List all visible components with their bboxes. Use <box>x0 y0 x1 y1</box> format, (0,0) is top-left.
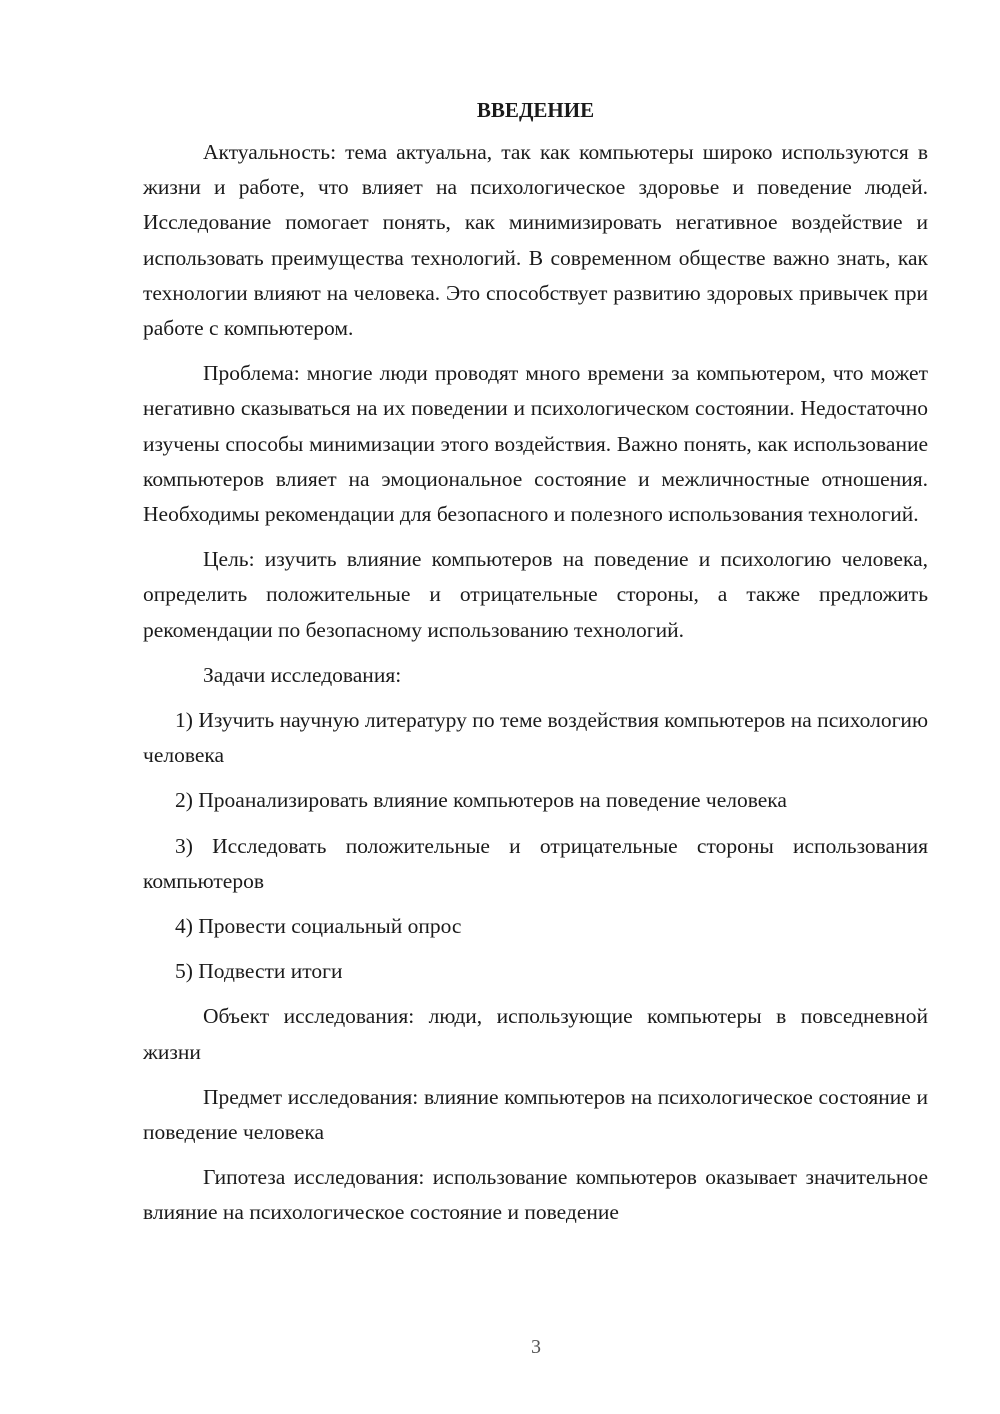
paragraph-hypothesis: Гипотеза исследования: использование компьютеров оказывает значительное влияние на психологическое состояние и поведение <box>143 1165 928 1225</box>
task-item-5: 5) Подвести итоги <box>175 959 343 984</box>
paragraph-problem: Проблема: многие люди проводят много времени за компьютером, что может негативно сказываться на их поведении и психологическом состоянии. Недостаточно изучены способы минимизации этого воздействия. Важно понять, как использование компьютеров влияет на эмоциональное состояние и межличностные отношения. Необходимы рекомендации для безопасного и полезного использования технологий. <box>143 361 928 527</box>
paragraph-object: Объект исследования: люди, использующие компьютеры в повседневной жизни <box>143 1004 928 1064</box>
paragraph-subject: Предмет исследования: влияние компьютеров на психологическое состояние и поведение человека <box>143 1084 928 1145</box>
tasks-heading: Задачи исследования: <box>203 662 402 687</box>
page-content <box>143 94 928 1241</box>
paragraph-relevance: Актуальность: тема актуальна, так как компьютеры широко используются в жизни и работе, что влияет на психологическое здоровье и поведение людей. Исследование помогает понять, как минимизировать негативное воздействие и использовать преимущества технологий. В современном обществе важно знать, как технологии влияют на человека. Это способствует развитию здоровых привычек при работе с компьютером. <box>143 140 928 341</box>
task-item-2: 2) Проанализировать влияние компьютеров на поведение человека <box>175 788 787 813</box>
task-item-3: 3) Исследовать положительные и отрицательные стороны использования компьютеров <box>143 833 928 893</box>
section-title: ВВЕДЕНИЕ <box>476 98 595 122</box>
task-item-4: 4) Провести социальный опрос <box>175 914 462 939</box>
paragraph-goal: Цель: изучить влияние компьютеров на поведение и психологию человека, определить положительные и отрицательные стороны, а также предложить рекомендации по безопасному использованию технологий. <box>143 547 928 642</box>
task-item-1: 1) Изучить научную литературу по теме воздействия компьютеров на психологию человека <box>143 708 928 768</box>
page-number: 3 <box>531 1336 541 1358</box>
